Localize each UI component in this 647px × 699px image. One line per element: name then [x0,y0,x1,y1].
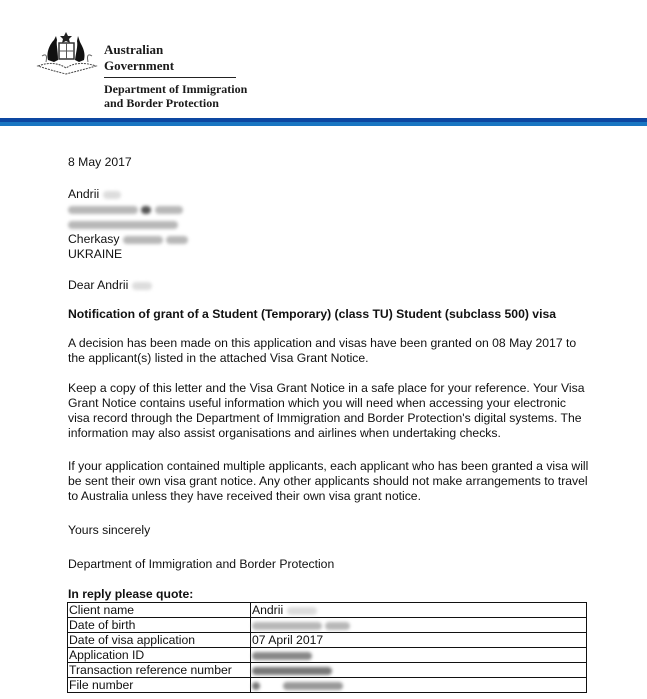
letterhead [0,0,647,118]
row-label: Transaction reference number [68,663,251,678]
row-value [251,618,587,633]
commonwealth-coat-of-arms-icon [34,30,100,80]
paragraph-multiple-applicants: If your application contained multiple applicants, each applicant who has been granted a visa will be sent their own visa grant notice. Any other applicants should not make arrangements to travel to Australia unless they have received their own visa grant notice. [68,459,589,503]
table-row [68,603,587,618]
redacted-fragment [155,206,183,214]
closing: Yours sincerely [68,523,151,537]
salutation [68,278,152,293]
paragraph-keep-copy: Keep a copy of this letter and the Visa Grant Notice in a safe place for your reference. Your Visa Grant Notice contains useful information which you will need when accessing your electronic visa record through the Department of Immigration and Border Protection's digital systems. The information may also assist organisations and airlines when undertaking checks. [68,381,585,440]
redacted-value [252,667,332,675]
paragraph-decision: A decision has been made on this application and visas have been granted on 08 May 2017 to the applicant(s) listed in the attached Visa Grant Notice. [68,336,577,365]
recipient-name: Andrii [68,187,100,201]
row-label: Application ID [68,648,251,663]
table-row [68,648,587,663]
reply-heading: In reply please quote: [68,587,194,601]
table-row [68,663,587,678]
department-name-line2: and Border Protection [104,96,219,110]
row-value: 07 April 2017 [251,633,587,648]
row-value [251,678,587,693]
redacted-value [287,607,317,615]
letter-date: 8 May 2017 [68,155,132,169]
table-row [68,678,587,693]
redacted-surname [132,282,152,290]
row-value [251,603,587,618]
recipient-address [68,187,188,262]
redacted-value [252,622,322,630]
department-name-line1: Department of Immigration [104,82,248,96]
signature: Department of Immigration and Border Protection [68,557,335,571]
redacted-value [252,652,312,660]
redacted-fragment [166,236,188,244]
redacted-value [325,622,350,630]
table-row [68,633,587,648]
redacted-address-line [68,206,138,214]
redacted-address-line [68,221,178,229]
table-row [68,618,587,633]
redacted-postcode [123,236,163,244]
row-value [251,663,587,678]
recipient-country: UKRAINE [68,247,123,261]
client-name-value: Andrii [252,603,284,617]
recipient-city: Cherkasy [68,232,120,246]
redacted-fragment [141,206,151,214]
redacted-value [283,682,343,690]
agency-name-block [104,42,247,110]
reply-quote-table [67,602,587,693]
government-title: Australian Government [104,42,236,78]
row-label: Client name [68,603,251,618]
row-label: Date of visa application [68,633,251,648]
header-divider-light [0,122,647,126]
row-label: Date of birth [68,618,251,633]
row-label: File number [68,678,251,693]
letter-subject: Notification of grant of a Student (Temporary) (class TU) Student (subclass 500) visa [68,307,557,321]
redacted-value [252,682,260,690]
salutation-text: Dear Andrii [68,278,129,292]
row-value [251,648,587,663]
redacted-surname [103,191,121,199]
